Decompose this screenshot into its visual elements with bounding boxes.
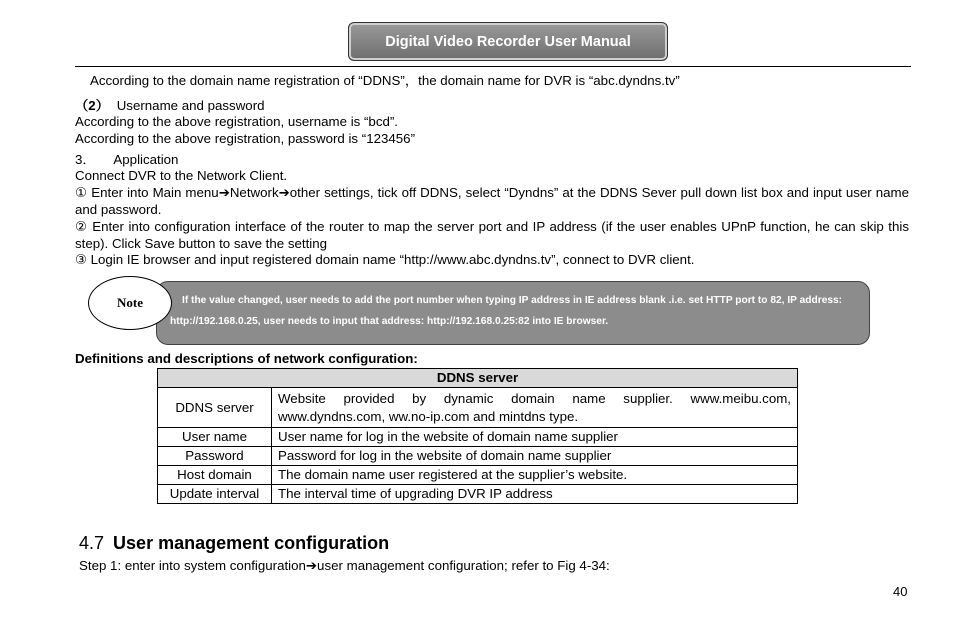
table-key: Host domain — [158, 466, 272, 485]
application-number: 3． — [75, 152, 96, 167]
table-value: Website provided by dynamic domain name supplier. www.meibu.com, www.dyndns.com, ww.no-ip.com and mintdns type. — [272, 388, 798, 428]
table-value: The interval time of upgrading DVR IP address — [272, 485, 798, 504]
note-body: If the value changed, user needs to add the port number when typing IP address in IE address blank .i.e. set HTTP port to 82, IP address: http://192.168.0.25, user needs to input that address: http://192.168.0.25:82 into IE browser. — [170, 295, 843, 327]
table-row — [158, 447, 798, 466]
table-row — [158, 428, 798, 447]
table-row — [158, 388, 798, 428]
table-header-row — [158, 369, 798, 388]
section-number: 4.7 — [79, 533, 105, 553]
password-text: According to the above registration, password is “123456” — [75, 131, 415, 146]
table-key: DDNS server — [158, 388, 272, 428]
application-heading — [75, 151, 178, 168]
connect-text: Connect DVR to the Network Client. — [75, 168, 288, 183]
definitions-title: Definitions and descriptions of network configuration: — [75, 351, 418, 366]
step-2-text: ② Enter into configuration interface of the router to map the server port and IP address (if the user enables UPnP function, he can skip this step). Click Save button to save the setting — [75, 219, 909, 251]
username-text: According to the above registration, username is “bcd”. — [75, 114, 398, 129]
subsection-2-title: Username and password — [116, 98, 265, 113]
intro-text: According to the domain name registration of “DDNS”，the domain name for DVR is “abc.dyndns.tv” — [90, 73, 680, 88]
table-key: Update interval — [158, 485, 272, 504]
ddns-config-table — [157, 368, 798, 504]
table-header: DDNS server — [158, 369, 798, 388]
subsection-2-number: （2） — [75, 98, 109, 113]
header-rule — [75, 66, 911, 67]
note-label: Note — [117, 295, 143, 310]
table-value: Password for log in the website of domain name supplier — [272, 447, 798, 466]
table-value: User name for log in the website of domain name supplier — [272, 428, 798, 447]
manual-title: Digital Video Recorder User Manual — [385, 33, 631, 50]
section-title: User management configuration — [113, 533, 390, 553]
table-row — [158, 466, 798, 485]
section-heading — [79, 532, 389, 554]
step-text: Step 1: enter into system configuration➔user management configuration; refer to Fig 4-34: — [79, 558, 610, 573]
application-title: Application — [113, 152, 179, 167]
note-label-oval — [88, 276, 172, 330]
table-key: User name — [158, 428, 272, 447]
manual-title-banner — [348, 22, 668, 61]
table-row — [158, 485, 798, 504]
table-value: The domain name user registered at the supplier’s website. — [272, 466, 798, 485]
subsection-2-heading — [75, 97, 265, 114]
table-key: Password — [158, 447, 272, 466]
step-1-text: ① Enter into Main menu➔Network➔other settings, tick off DDNS, select “Dyndns” at the DDNS Sever pull down list box and input user name and password. — [75, 185, 909, 217]
step-3-text: ③ Login IE browser and input registered domain name “http://www.abc.dyndns.tv”, connect to DVR client. — [75, 252, 695, 267]
note-text — [170, 290, 860, 332]
page-number: 40 — [893, 584, 908, 599]
